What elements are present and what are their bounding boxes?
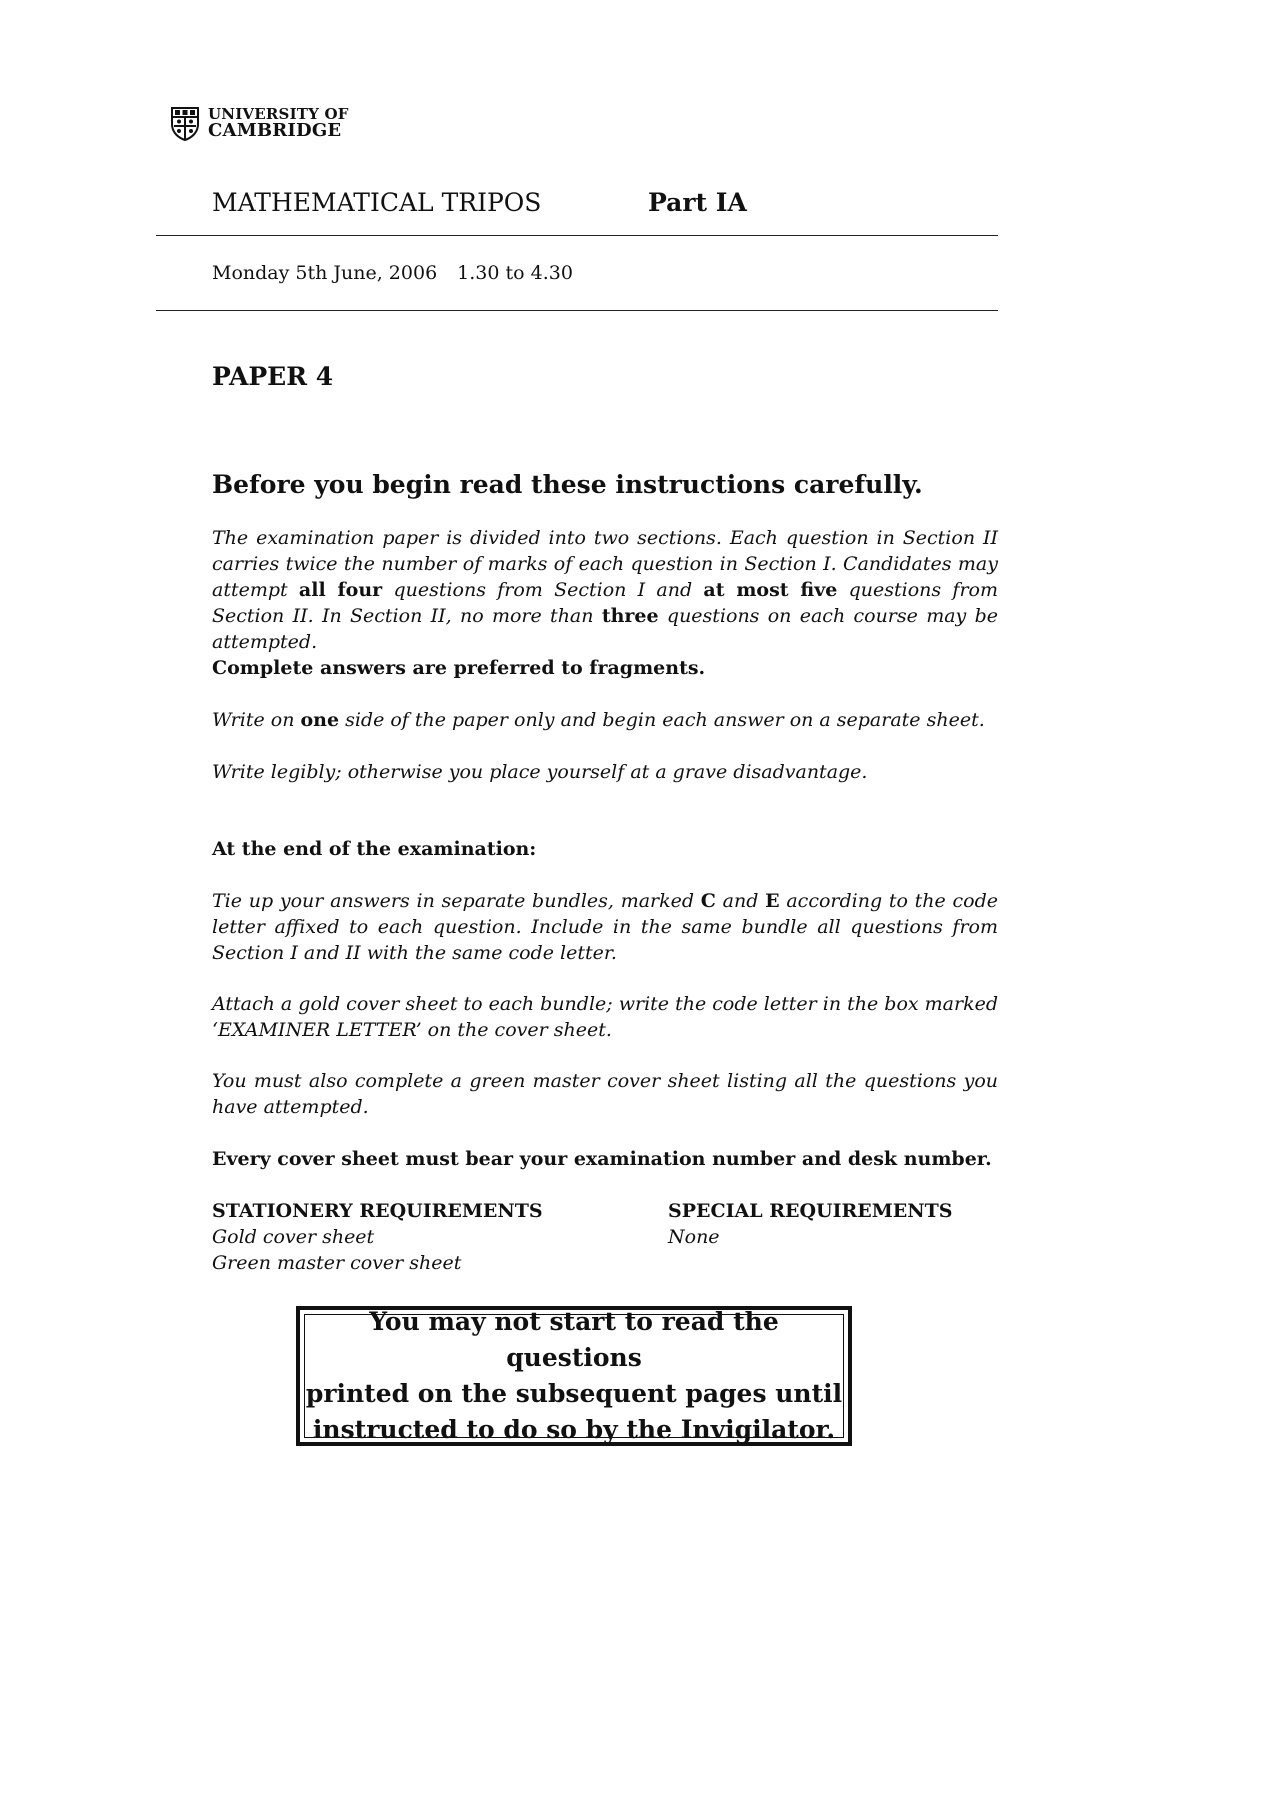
stationery-requirements (212, 1198, 543, 1276)
logo-line-1: UNIVERSITY OF (208, 104, 349, 123)
special-heading: SPECIAL REQUIREMENTS (668, 1200, 953, 1222)
exam-title: MATHEMATICAL TRIPOS (212, 188, 542, 217)
cover-sheet-note: Every cover sheet must bear your examination number and desk number. (212, 1148, 992, 1170)
write-legibly-note: Write legibly; otherwise you place yourself at a grave disadvantage. (212, 761, 868, 783)
end-of-exam-heading: At the end of the examination: (212, 838, 537, 860)
logo-line-2: CAMBRIDGE (208, 120, 342, 142)
stationery-item: Gold cover sheet (212, 1226, 375, 1248)
master-sheet-paragraph: You must also complete a green master cover sheet listing all the questions you have attempted. (212, 1070, 998, 1118)
para1-text-2: questions from Section I and (382, 579, 704, 601)
write-one-side-note (212, 707, 998, 733)
tie-up-text-2: and (715, 890, 766, 912)
cambridge-crest-icon (170, 106, 200, 142)
exam-part: Part IA (648, 188, 747, 217)
invigilator-notice-box (296, 1306, 852, 1446)
divider-top (156, 235, 998, 236)
notice-line-1: You may not start to read the questions (369, 1307, 779, 1372)
exam-title-row (212, 188, 747, 217)
write-one-side-text-2: side of the paper only and begin each answer on a separate sheet. (339, 709, 985, 731)
stationery-item: Green master cover sheet (212, 1252, 462, 1274)
write-one-side-text-1: Write on (212, 709, 301, 731)
para1-text-1: The examination paper is divided into two sections. Each question in Section II carries twice the number of marks of each question in Section I. Candidates may attempt (212, 527, 998, 601)
notice-line-3: instructed to do so by the Invigilator. (312, 1415, 836, 1444)
tie-up-paragraph (212, 888, 998, 966)
para1-bold-1: all four (298, 579, 383, 601)
special-item: None (668, 1226, 720, 1248)
notice-line-2: printed on the subsequent pages until (305, 1379, 843, 1408)
para1-bold-2: at most five (703, 579, 838, 601)
exam-date: Monday 5th June, 2006 (212, 262, 438, 284)
date-row (212, 262, 573, 284)
para1-text-3: questions from Section II. In Section II, no more than (212, 579, 998, 627)
para1-bold-3: three (601, 605, 659, 627)
university-logo (170, 106, 349, 142)
tie-up-bold-e: E (765, 890, 780, 912)
instructions-heading: Before you begin read these instructions carefully. (212, 470, 923, 499)
tie-up-text-3: according to the code letter affixed to each question. Include in the same bundle all questions from Section I and II with the same code letter. (212, 890, 999, 964)
para1-text-4: questions on each course may be attempted. (212, 605, 998, 653)
tie-up-text-1: Tie up your answers in separate bundles, marked (212, 890, 701, 912)
stationery-heading: STATIONERY REQUIREMENTS (212, 1200, 543, 1222)
sections-paragraph (212, 525, 998, 655)
write-one-side-bold: one (300, 709, 340, 731)
special-requirements (668, 1198, 953, 1250)
attach-paragraph: Attach a gold cover sheet to each bundle; write the code letter in the box marked ‘EXAMINER LETTER’ on the cover sheet. (212, 993, 998, 1041)
paper-number: PAPER 4 (212, 362, 334, 391)
complete-answers-note: Complete answers are preferred to fragments. (212, 657, 706, 679)
exam-time: 1.30 to 4.30 (457, 262, 573, 284)
tie-up-bold-c: C (700, 890, 716, 912)
divider-bottom (156, 310, 998, 311)
